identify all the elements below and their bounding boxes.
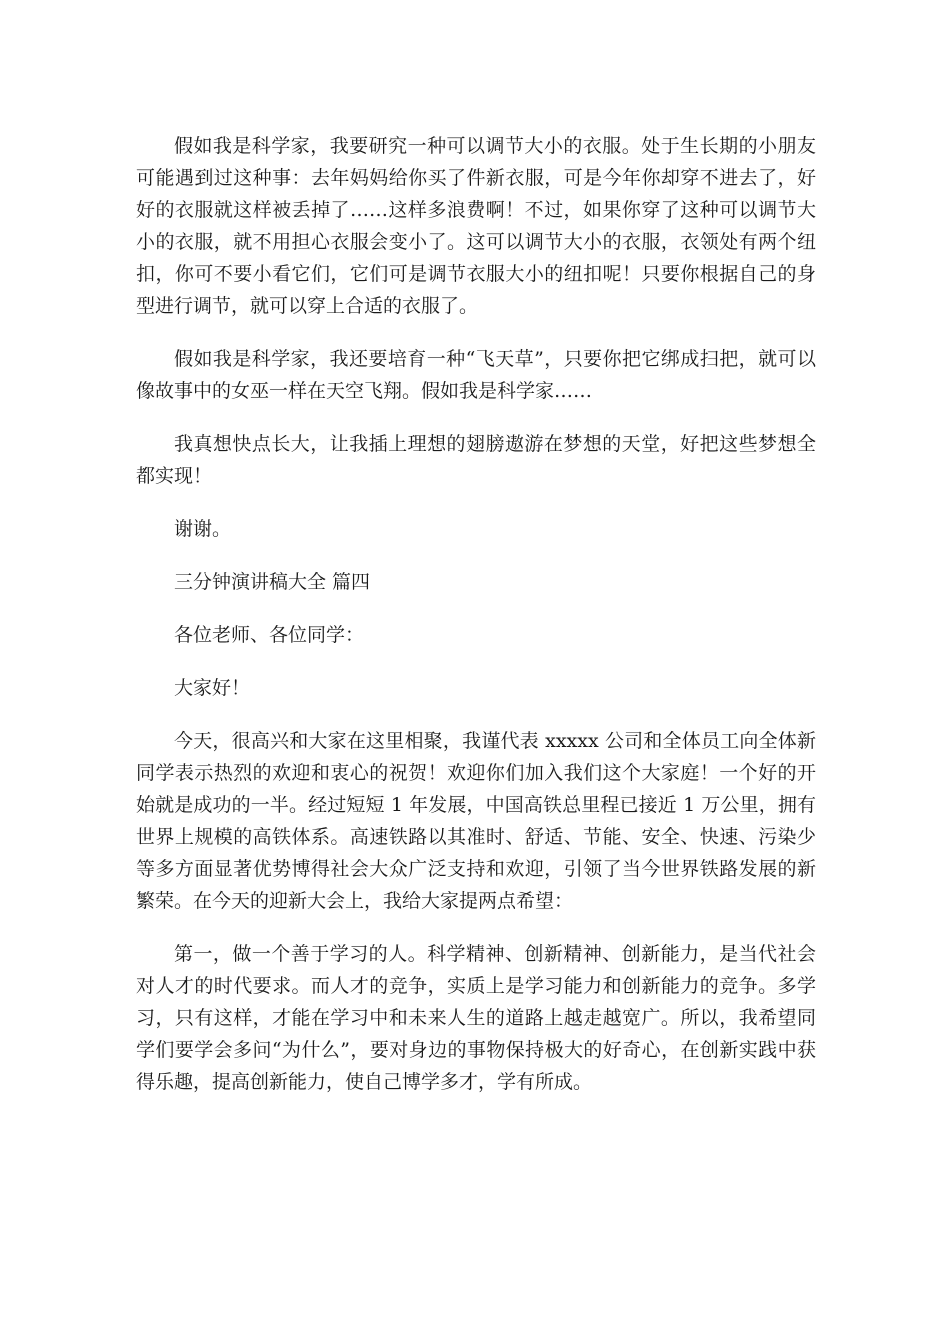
paragraph-adjustable-clothes: 假如我是科学家，我要研究一种可以调节大小的衣服。处于生长期的小朋友可能遇到过这种事：去年妈妈给你买了件新衣服，可是今年你却穿不进去了，好好的衣服就这样被丢掉了……这样多浪费啊！不过，如果你穿了这种可以调节大小的衣服，就不用担心衣服会变小了。这可以调节大小的衣服，衣领处有两个纽扣，你可不要小看它们，它们可是调节衣服大小的纽扣呢！只要你根据自己的身型进行调节，就可以穿上合适的衣服了。 <box>136 135 816 317</box>
section-heading: 三分钟演讲稿大全 篇四 <box>174 571 371 593</box>
paragraph-flying-grass: 假如我是科学家，我还要培育一种“飞天草”，只要你把它绑成扫把，就可以像故事中的女巫一样在天空飞翔。假如我是科学家…… <box>136 348 816 402</box>
paragraph-first-hope: 第一，做一个善于学习的人。科学精神、创新精神、创新能力，是当代社会对人才的时代要求。而人才的竞争，实质上是学习能力和创新能力的竞争。多学习，只有这样，才能在学习中和未来人生的道路上越走越宽广。所以，我希望同学们要学会多问“为什么”，要对身边的事物保持极大的好奇心，在创新实践中获得乐趣，提高创新能力，使自己博学多才，学有所成。 <box>136 943 816 1093</box>
salutation: 各位老师、各位同学： <box>174 624 365 646</box>
document-content <box>136 130 816 1119</box>
paragraph-welcome: 今天，很高兴和大家在这里相聚，我谨代表 xxxxx 公司和全体员工向全体新同学表示热烈的欢迎和衷心的祝贺！欢迎你们加入我们这个大家庭！一个好的开始就是成功的一半。经过短短 1 年发展，中国高铁总里程已接近 1 万公里，拥有世界上规模的高铁体系。高速铁路以其准时、舒适、节能、安全、快速、污染少等多方面显著优势博得社会大众广泛支持和欢迎，引领了当今世界铁路发展的新繁荣。在今天的迎新大会上，我给大家提两点希望： <box>136 730 816 912</box>
greeting: 大家好！ <box>174 677 251 699</box>
paragraph-thanks: 谢谢。 <box>174 518 232 540</box>
paragraph-grow-up-wish: 我真想快点长大，让我插上理想的翅膀遨游在梦想的天堂，好把这些梦想全都实现！ <box>136 433 816 487</box>
